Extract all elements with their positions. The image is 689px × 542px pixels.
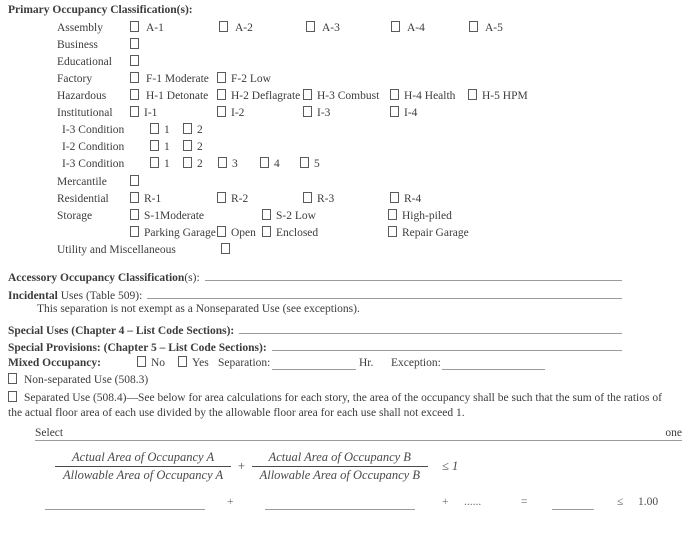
option-label: Open [231, 227, 256, 239]
checkbox-h-4-health[interactable] [390, 89, 399, 100]
row-label: Hazardous [57, 90, 107, 102]
calculation-row [0, 496, 689, 512]
hr-label: Hr. [359, 357, 374, 369]
fraction-a-denominator: Allowable Area of Occupancy A [63, 468, 224, 482]
row-institutional [0, 106, 689, 121]
accessory-label: Accessory Occupancy Classification [8, 272, 185, 284]
checkbox-enclosed[interactable] [262, 226, 271, 237]
row-i2-condition [0, 140, 689, 155]
incidental-label-rest: Uses (Table 509): [60, 290, 143, 302]
mixed-occupancy-row [0, 356, 689, 371]
option-label: S-2 Low [276, 210, 316, 222]
option-label: High-piled [402, 210, 452, 222]
fraction-a-numerator: Actual Area of Occupancy A [55, 450, 231, 467]
calc-blank-2[interactable] [265, 496, 415, 510]
special-uses-label: Special Uses (Chapter 4 – List Code Sections): [8, 325, 235, 337]
checkbox-i3b-condition-5[interactable] [300, 157, 309, 168]
row-label: Assembly [57, 22, 103, 34]
checkbox-i3b-condition-1[interactable] [150, 157, 159, 168]
incidental-uses-row [8, 286, 622, 301]
checkbox-h-2-deflagrate[interactable] [217, 89, 226, 100]
option-label: 2 [197, 124, 203, 136]
row-label: Educational [57, 56, 112, 68]
option-label: F-2 Low [231, 73, 271, 85]
checkbox-separated-use[interactable] [8, 391, 17, 402]
calc-equals: = [521, 496, 528, 508]
option-label: H-5 HPM [482, 90, 528, 102]
checkbox-i3a-condition-1[interactable] [150, 123, 159, 134]
fraction-occupancy-b [252, 450, 428, 483]
checkbox-non-separated-use[interactable] [8, 373, 17, 384]
select-one-line[interactable] [35, 426, 682, 441]
row-educational [0, 55, 689, 70]
calc-blank-1[interactable] [45, 496, 205, 510]
checkbox-r-1[interactable] [130, 192, 139, 203]
checkbox-h-3-combust[interactable] [303, 89, 312, 100]
checkbox-high-piled[interactable] [388, 209, 397, 220]
calc-max-value: 1.00 [638, 496, 659, 508]
row-garage [0, 226, 689, 241]
option-label: 1 [164, 158, 170, 170]
option-label: 1 [164, 124, 170, 136]
option-label: I-1 [144, 107, 158, 119]
plus-operator: + [237, 459, 246, 473]
checkbox-f-1-moderate[interactable] [130, 72, 139, 83]
row-label: Storage [57, 210, 93, 222]
separation-label: Separation: [218, 357, 271, 369]
checkbox-s-1-moderate[interactable] [130, 209, 139, 220]
option-label: Parking Garage [144, 227, 216, 239]
row-assembly [0, 21, 689, 36]
checkbox-i3b-condition-2[interactable] [183, 157, 192, 168]
calc-lte: ≤ [617, 496, 624, 508]
constraint-label: ≤ 1 [441, 459, 459, 473]
separation-hours-line[interactable] [272, 357, 356, 370]
checkbox-a-5[interactable] [469, 21, 478, 32]
page-title-suffix: (s): [176, 4, 193, 16]
checkbox-mercantile[interactable] [130, 175, 139, 186]
separated-use-paragraph [8, 391, 676, 421]
checkbox-r-3[interactable] [303, 192, 312, 203]
option-label: R-4 [404, 193, 422, 205]
fraction-b-numerator: Actual Area of Occupancy B [252, 450, 428, 467]
checkbox-i3b-condition-4[interactable] [260, 157, 269, 168]
checkbox-i2-condition-2[interactable] [183, 140, 192, 151]
fraction-b-denominator: Allowable Area of Occupancy B [259, 468, 420, 482]
special-uses-row [8, 321, 622, 336]
checkbox-h-5-hpm[interactable] [468, 89, 477, 100]
row-label: Utility and Miscellaneous [57, 244, 176, 256]
page-title-bold: Primary Occupancy Classification [8, 4, 177, 16]
option-label: 1 [164, 141, 170, 153]
row-business [0, 38, 689, 53]
checkbox-f-2-low[interactable] [217, 72, 226, 83]
special-provisions-row [8, 338, 622, 353]
option-label: A-3 [322, 22, 340, 34]
option-label: H-1 Detonate [146, 90, 209, 102]
option-label: 2 [197, 158, 203, 170]
separated-use-text: Separated Use (508.4)—See below for area calculations for each story, the area of the occupancy shall be such that the sum of the ratios of the actual floor area of each use divided by the allowable floor area for each use shall not exceed 1. [8, 392, 662, 419]
row-label: I-3 Condition [62, 124, 125, 136]
checkbox-r-4[interactable] [390, 192, 399, 203]
option-label: H-4 Health [404, 90, 456, 102]
checkbox-parking-garage[interactable] [130, 226, 139, 237]
calc-result-blank[interactable] [552, 496, 594, 510]
special-provisions-input-line[interactable] [272, 338, 622, 351]
checkbox-mixed-yes[interactable] [178, 356, 187, 367]
incidental-label-bold: Incidental [8, 290, 58, 302]
row-i3-condition-b [0, 157, 689, 172]
option-label: A-4 [407, 22, 425, 34]
checkbox-i-4[interactable] [390, 106, 399, 117]
one-label: one [665, 427, 682, 439]
checkbox-i-3[interactable] [303, 106, 312, 117]
row-factory [0, 72, 689, 87]
non-separated-row [0, 373, 689, 388]
row-utility [0, 243, 689, 258]
option-label: 2 [197, 141, 203, 153]
checkbox-i3a-condition-2[interactable] [183, 123, 192, 134]
checkbox-h-1-detonate[interactable] [130, 89, 139, 100]
option-label: S-1Moderate [144, 210, 205, 222]
checkbox-a-1[interactable] [130, 21, 139, 32]
ratio-formula [55, 450, 458, 483]
checkbox-mixed-no[interactable] [137, 356, 146, 367]
checkbox-open[interactable] [217, 226, 226, 237]
special-provisions-label: Special Provisions: (Chapter 5 – List Code Sections): [8, 342, 267, 354]
mixed-occupancy-label: Mixed Occupancy: [8, 357, 101, 369]
special-uses-input-line[interactable] [239, 321, 622, 334]
row-label: Factory [57, 73, 93, 85]
accessory-label-suffix: (s): [184, 272, 200, 284]
non-separated-label: Non-separated Use (508.3) [24, 374, 149, 386]
checkbox-a-4[interactable] [391, 21, 400, 32]
incidental-input-line[interactable] [147, 286, 622, 299]
row-label: Residential [57, 193, 109, 205]
option-label: Repair Garage [402, 227, 469, 239]
fraction-occupancy-a [55, 450, 231, 483]
select-label: Select [35, 427, 64, 439]
accessory-input-line[interactable] [205, 268, 622, 281]
option-label: 5 [314, 158, 320, 170]
row-mercantile [0, 175, 689, 190]
checkbox-a-2[interactable] [219, 21, 228, 32]
checkbox-a-3[interactable] [306, 21, 315, 32]
option-label: I-4 [404, 107, 418, 119]
option-label: H-3 Combust [317, 90, 380, 102]
checkbox-i-1[interactable] [130, 106, 139, 117]
checkbox-educational[interactable] [130, 55, 139, 66]
row-label: Institutional [57, 107, 113, 119]
row-residential [0, 192, 689, 207]
option-label: R-2 [231, 193, 249, 205]
calc-plus-2: + [442, 496, 449, 508]
row-label: Business [57, 39, 98, 51]
checkbox-r-2[interactable] [217, 192, 226, 203]
row-label: Mercantile [57, 176, 107, 188]
option-label: I-2 [231, 107, 245, 119]
checkbox-i3b-condition-3[interactable] [218, 157, 227, 168]
option-label: Enclosed [276, 227, 319, 239]
option-label: R-1 [144, 193, 162, 205]
separation-note: This separation is not exempt as a Nonseparated Use (see exceptions). [37, 303, 360, 315]
checkbox-s-2-low[interactable] [262, 209, 271, 220]
mixed-no-label: No [151, 357, 166, 369]
option-label: R-3 [317, 193, 335, 205]
option-label: H-2 Deflagrate [231, 90, 301, 102]
option-label: A-2 [235, 22, 253, 34]
checkbox-repair-garage[interactable] [388, 226, 397, 237]
option-label: 4 [274, 158, 280, 170]
option-label: 3 [232, 158, 238, 170]
option-label: I-3 [317, 107, 331, 119]
exception-label: Exception: [391, 357, 441, 369]
page-title [8, 4, 193, 16]
option-label: A-5 [485, 22, 503, 34]
checkbox-utility-misc[interactable] [221, 243, 230, 254]
row-storage [0, 209, 689, 224]
checkbox-i-2[interactable] [217, 106, 226, 117]
row-label: I-2 Condition [62, 141, 125, 153]
row-i3-condition-a [0, 123, 689, 138]
accessory-occupancy-row [8, 268, 622, 283]
exception-input-line[interactable] [442, 357, 545, 370]
option-label: A-1 [146, 22, 164, 34]
mixed-yes-label: Yes [192, 357, 209, 369]
row-label: I-3 Condition [62, 158, 125, 170]
calc-plus-1: + [227, 496, 234, 508]
checkbox-i2-condition-1[interactable] [150, 140, 159, 151]
option-label: F-1 Moderate [146, 73, 209, 85]
row-hazardous [0, 89, 689, 104]
calc-ellipsis: ...... [464, 496, 482, 508]
checkbox-business[interactable] [130, 38, 139, 49]
